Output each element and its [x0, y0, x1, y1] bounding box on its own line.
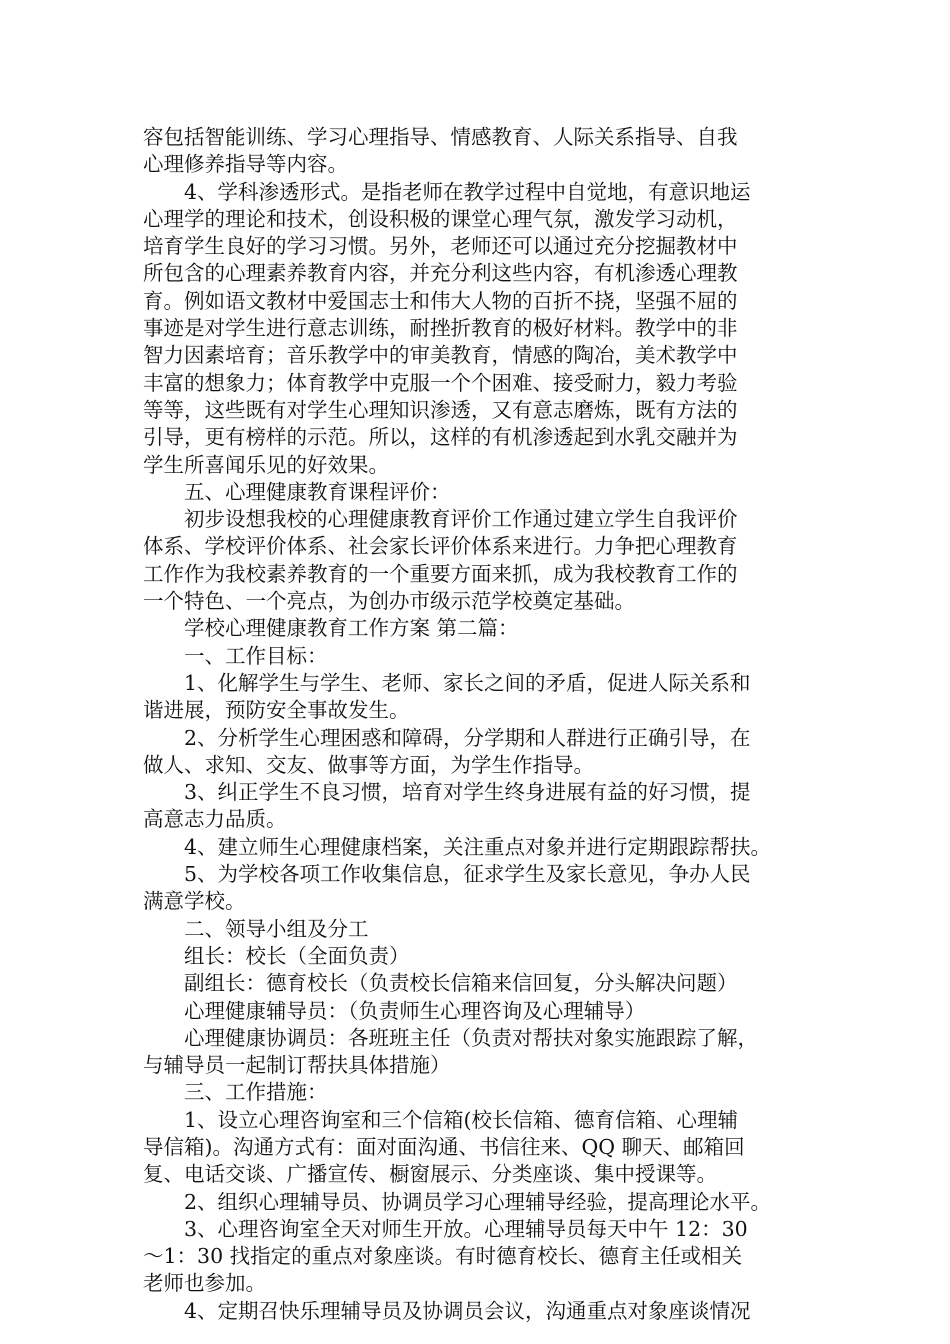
text-line: 心理修养指导等内容。 [143, 152, 348, 177]
text-line: 与辅导员一起制订帮扶具体措施） [143, 1053, 451, 1078]
text-line: 二、领导小组及分工 [143, 916, 369, 941]
text-line: 5、为学校各项工作收集信息，征求学生及家长意见，争办人民 [143, 862, 751, 887]
text-line: 事迹是对学生进行意志训练，耐挫折教育的极好材料。教学中的非 [143, 316, 738, 341]
text-line: 等等，这些既有对学生心理知识渗透，又有意志磨炼，既有方法的 [143, 397, 738, 422]
text-line: 组长：校长（全面负责） [143, 943, 410, 968]
text-line: 工作作为我校素养教育的一个重要方面来抓，成为我校教育工作的 [143, 561, 738, 586]
document-body [143, 124, 843, 1325]
text-line: 2、分析学生心理困惑和障碍，分学期和人群进行正确引导，在 [143, 725, 751, 750]
text-line: 1、化解学生与学生、老师、家长之间的矛盾，促进人际关系和 [143, 670, 751, 695]
text-line: 导信箱)。沟通方式有：面对面沟通、书信往来、QQ 聊天、邮箱回 [143, 1134, 745, 1159]
text-line: 2、组织心理辅导员、协调员学习心理辅导经验，提高理论水平。 [143, 1189, 772, 1214]
text-line: ～1：30 找指定的重点对象座谈。有时德育校长、德育主任或相关 [143, 1244, 743, 1269]
text-line: 五、心理健康教育课程评价： [143, 479, 451, 504]
text-line: 满意学校。 [143, 889, 246, 914]
text-line: 一个特色、一个亮点，为创办市级示范学校奠定基础。 [143, 589, 635, 614]
text-line: 4、建立师生心理健康档案，关注重点对象并进行定期跟踪帮扶。 [143, 834, 772, 859]
text-line: 做人、求知、交友、做事等方面，为学生作指导。 [143, 752, 594, 777]
text-line: 心理健康协调员：各班班主任（负责对帮扶对象实施跟踪了解， [143, 1025, 758, 1050]
text-line: 4、定期召快乐理辅导员及协调员会议，沟通重点对象座谈情况 [143, 1298, 751, 1323]
text-line: 引导，更有榜样的示范。所以，这样的有机渗透起到水乳交融并为 [143, 425, 738, 450]
text-line: 3、心理咨询室全天对师生开放。心理辅导员每天中午 12：30 [143, 1216, 748, 1241]
text-line: 复、电话交谈、广播宣传、橱窗展示、分类座谈、集中授课等。 [143, 1162, 717, 1187]
text-line: 学校心理健康教育工作方案 第二篇： [143, 616, 519, 641]
text-line: 4、学科渗透形式。是指老师在教学过程中自觉地，有意识地运 [143, 179, 751, 204]
text-line: 3、纠正学生不良习惯，培育对学生终身进展有益的好习惯，提 [143, 780, 751, 805]
text-line: 高意志力品质。 [143, 807, 287, 832]
text-line: 所包含的心理素养教育内容，并充分利这些内容，有机渗透心理教 [143, 261, 738, 286]
text-line: 三、工作措施： [143, 1080, 328, 1105]
text-line: 体系、学校评价体系、社会家长评价体系来进行。力争把心理教育 [143, 534, 738, 559]
text-line: 学生所喜闻乐见的好效果。 [143, 452, 389, 477]
text-line: 1、设立心理咨询室和三个信箱(校长信箱、德育信箱、心理辅 [143, 1107, 739, 1132]
text-line: 容包括智能训练、学习心理指导、情感教育、人际关系指导、自我 [143, 125, 738, 149]
text-line: 一、工作目标： [143, 643, 328, 668]
text-line: 育。例如语文教材中爱国志士和伟大人物的百折不挠，坚强不屈的 [143, 288, 738, 313]
text-line: 谐进展，预防安全事故发生。 [143, 698, 410, 723]
text-line: 培育学生良好的学习习惯。另外，老师还可以通过充分挖掘教材中 [143, 234, 738, 259]
text-line: 心理健康辅导员：（负责师生心理咨询及心理辅导） [143, 998, 646, 1023]
text-line: 老师也参加。 [143, 1271, 266, 1296]
text-line: 副组长：德育校长（负责校长信箱来信回复，分头解决问题） [143, 971, 738, 996]
text-line: 初步设想我校的心理健康教育评价工作通过建立学生自我评价 [143, 507, 738, 532]
text-line: 智力因素培育；音乐教学中的审美教育，情感的陶冶，美术教学中 [143, 343, 738, 368]
text-line: 丰富的想象力；体育教学中克服一个个困难、接受耐力，毅力考验 [143, 370, 738, 395]
text-line: 心理学的理论和技术，创设积极的课堂心理气氛，激发学习动机， [143, 206, 738, 231]
